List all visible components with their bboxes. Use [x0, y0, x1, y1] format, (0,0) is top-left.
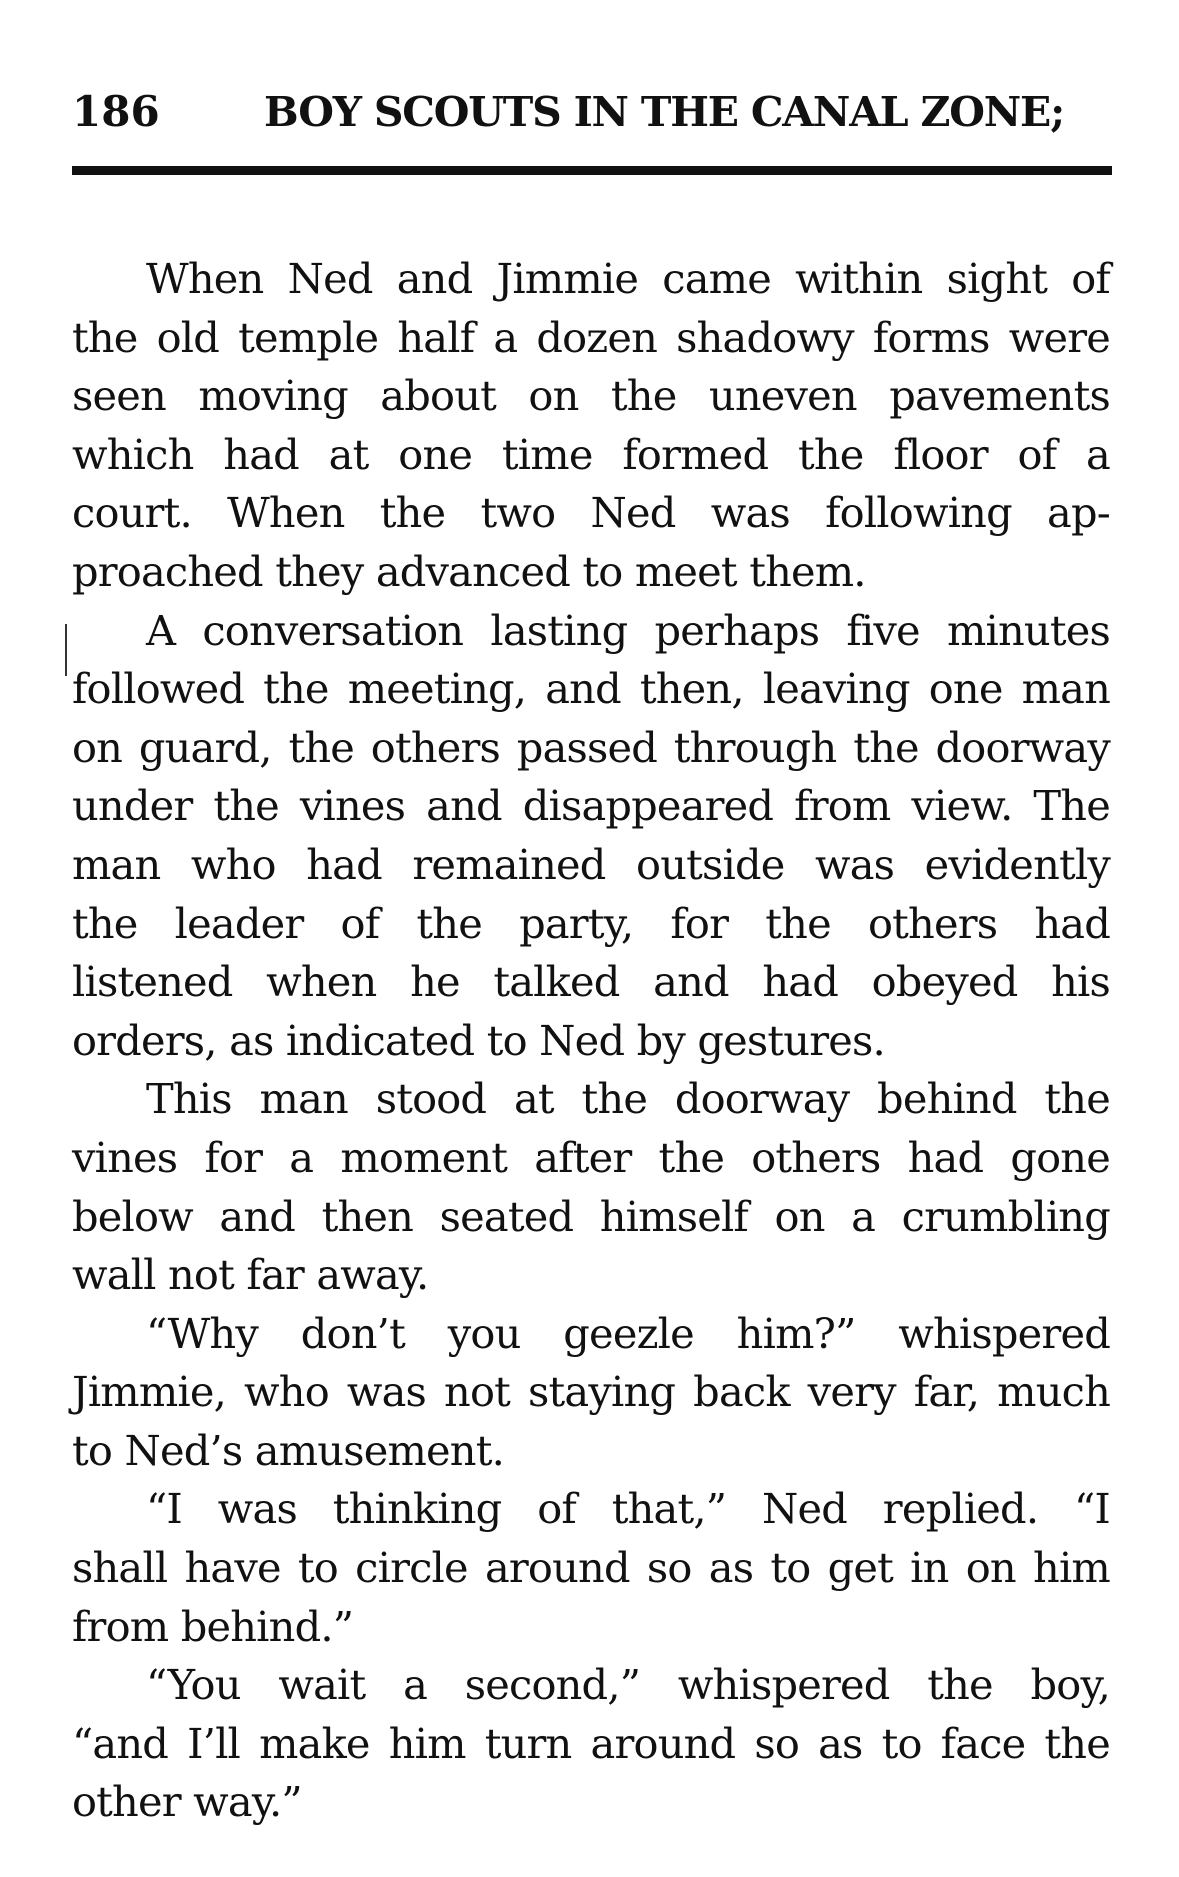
body-text	[72, 250, 1110, 1832]
text-line: court. When the two Ned was following ap-	[72, 488, 1110, 538]
text-line: followed the meeting, and then, leaving one man	[72, 664, 1110, 714]
text-line: the old temple half a dozen shadowy forms were	[72, 312, 1110, 362]
margin-mark	[65, 624, 67, 676]
text-line: Jimmie, who was not staying back very far, much	[72, 1367, 1110, 1417]
text-line: vines for a moment after the others had gone	[72, 1132, 1110, 1182]
text-line: other way.”	[72, 1777, 302, 1827]
text-line: shall have to circle around so as to get in on him	[72, 1543, 1110, 1593]
text-line: seen moving about on the uneven pavements	[72, 371, 1110, 421]
text-line: “and I’ll make him turn around so as to face the	[72, 1718, 1110, 1768]
text-line: the leader of the party, for the others had	[72, 898, 1110, 948]
header-rule	[72, 166, 1112, 175]
text-line: under the vines and disappeared from view. The	[72, 781, 1110, 831]
text-line: below and then seated himself on a crumbling	[72, 1191, 1110, 1241]
text-line: “I was thinking of that,” Ned replied. “I	[146, 1484, 1110, 1534]
page-number: 186	[72, 87, 160, 136]
text-line: listened when he talked and had obeyed his	[72, 957, 1110, 1007]
text-line: to Ned’s amusement.	[72, 1425, 504, 1475]
text-line: A conversation lasting perhaps five minutes	[146, 605, 1110, 655]
text-line: This man stood at the doorway behind the	[146, 1074, 1110, 1124]
text-line: “You wait a second,” whispered the boy,	[146, 1660, 1110, 1710]
text-line: proached they advanced to meet them.	[72, 546, 866, 596]
text-line: wall not far away.	[72, 1250, 429, 1300]
text-line: When Ned and Jimmie came within sight of	[146, 254, 1110, 303]
running-title: BOY SCOUTS IN THE CANAL ZONE;	[264, 88, 1065, 136]
text-line: “Why don’t you geezle him?” whispered	[146, 1308, 1110, 1358]
text-line: man who had remained outside was evidently	[72, 839, 1110, 889]
text-line: on guard, the others passed through the doorway	[72, 722, 1110, 772]
text-line: which had at one time formed the floor of a	[72, 429, 1110, 479]
text-line: orders, as indicated to Ned by gestures.	[72, 1015, 885, 1065]
text-line: from behind.”	[72, 1601, 354, 1651]
page-header	[72, 82, 1112, 142]
